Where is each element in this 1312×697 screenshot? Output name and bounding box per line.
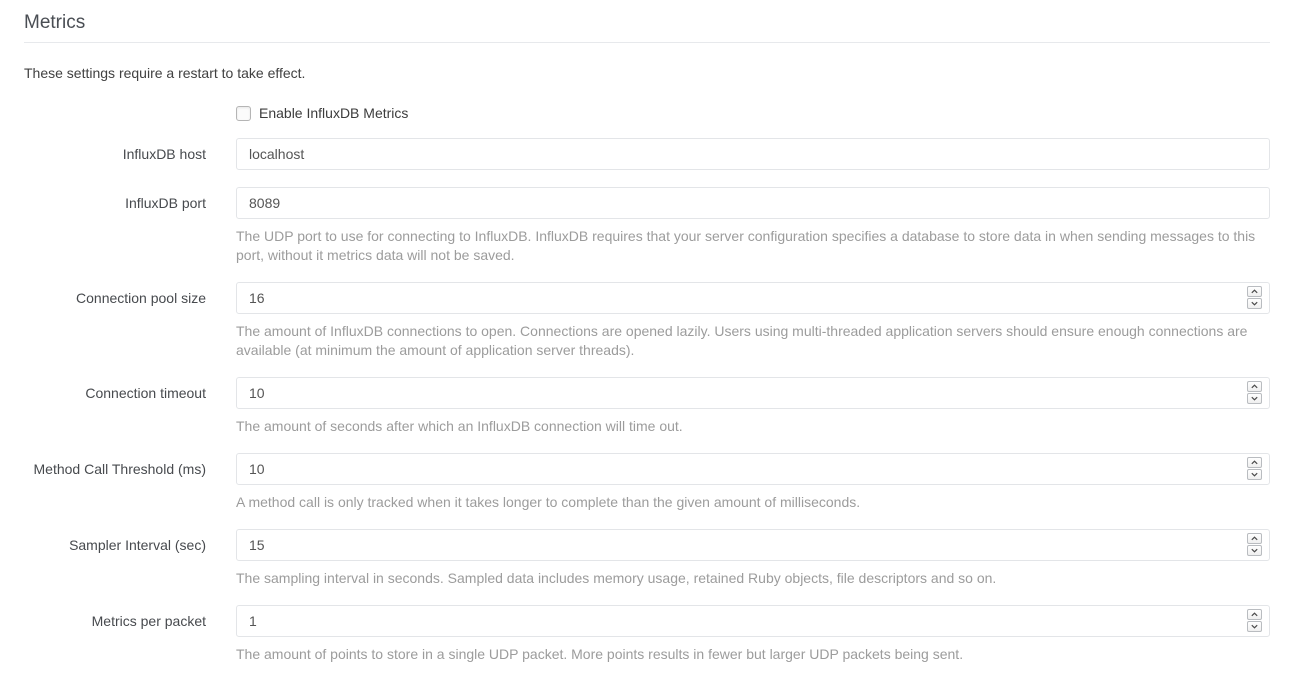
chevron-up-icon (1251, 536, 1258, 541)
connection-pool-size-label: Connection pool size (76, 290, 206, 306)
number-spinner (1247, 286, 1262, 309)
title-divider (24, 42, 1270, 43)
influxdb-host-input[interactable] (236, 138, 1270, 170)
enable-influxdb-metrics[interactable] (236, 104, 408, 123)
field-help-text: A method call is only tracked when it takes longer to complete than the given amount of milliseconds. (236, 494, 861, 510)
field-help-text: The sampling interval in seconds. Sampled data includes memory usage, retained Ruby objects, file descriptors and so on. (236, 570, 997, 586)
form-group (24, 377, 1270, 436)
field-help-text: The UDP port to use for connecting to InfluxDB. InfluxDB requires that your server configuration specifies a database to store data in when sending messages to this port, without it metrics data will not be saved. (236, 228, 1256, 263)
metrics-per-packet-label: Metrics per packet (91, 613, 206, 629)
chevron-up-icon (1251, 460, 1258, 465)
chevron-up-icon (1251, 612, 1258, 617)
spinner-down-button[interactable] (1247, 621, 1262, 632)
spinner-down-button[interactable] (1247, 545, 1262, 556)
enable-influxdb-checkbox[interactable] (236, 106, 251, 121)
restart-notice: These settings require a restart to take effect. (24, 65, 306, 81)
influxdb-port-input[interactable] (236, 187, 1270, 219)
field-help-text: The amount of InfluxDB connections to open. Connections are opened lazily. Users using multi-threaded application servers should ensure enough connections are available (at minimum the amount of application server threads). (236, 323, 1248, 358)
spinner-down-button[interactable] (1247, 469, 1262, 480)
spinner-up-button[interactable] (1247, 381, 1262, 392)
metrics-form (24, 104, 1270, 664)
form-group (24, 605, 1270, 664)
influxdb-host-label: InfluxDB host (122, 146, 206, 162)
number-spinner (1247, 457, 1262, 480)
form-group (24, 282, 1270, 360)
enable-influxdb-group (24, 104, 1270, 124)
chevron-down-icon (1251, 472, 1258, 477)
chevron-down-icon (1251, 624, 1258, 629)
page-title: Metrics (24, 12, 86, 33)
form-group (24, 529, 1270, 588)
connection-pool-size-input[interactable] (236, 282, 1270, 314)
field-help-text: The amount of seconds after which an InfluxDB connection will time out. (236, 418, 683, 434)
spinner-down-button[interactable] (1247, 393, 1262, 404)
method-call-threshold-input[interactable] (236, 453, 1270, 485)
influxdb-port-label: InfluxDB port (125, 195, 206, 211)
chevron-down-icon (1251, 301, 1258, 306)
chevron-up-icon (1251, 289, 1258, 294)
metrics-per-packet-input[interactable] (236, 605, 1270, 637)
spinner-up-button[interactable] (1247, 609, 1262, 620)
spinner-up-button[interactable] (1247, 457, 1262, 468)
sampler-interval-label: Sampler Interval (sec) (69, 537, 206, 553)
method-call-threshold-label: Method Call Threshold (ms) (33, 461, 206, 477)
chevron-down-icon (1251, 396, 1258, 401)
spinner-up-button[interactable] (1247, 533, 1262, 544)
number-spinner (1247, 609, 1262, 632)
number-spinner (1247, 381, 1262, 404)
form-group (24, 453, 1270, 512)
enable-influxdb-label: Enable InfluxDB Metrics (259, 105, 409, 121)
chevron-down-icon (1251, 548, 1258, 553)
form-group (24, 138, 1270, 170)
spinner-down-button[interactable] (1247, 298, 1262, 309)
spinner-up-button[interactable] (1247, 286, 1262, 297)
field-help-text: The amount of points to store in a single UDP packet. More points results in fewer but larger UDP packets being sent. (236, 646, 964, 662)
connection-timeout-label: Connection timeout (85, 385, 206, 401)
sampler-interval-input[interactable] (236, 529, 1270, 561)
form-group (24, 187, 1270, 265)
number-spinner (1247, 533, 1262, 556)
connection-timeout-input[interactable] (236, 377, 1270, 409)
chevron-up-icon (1251, 384, 1258, 389)
